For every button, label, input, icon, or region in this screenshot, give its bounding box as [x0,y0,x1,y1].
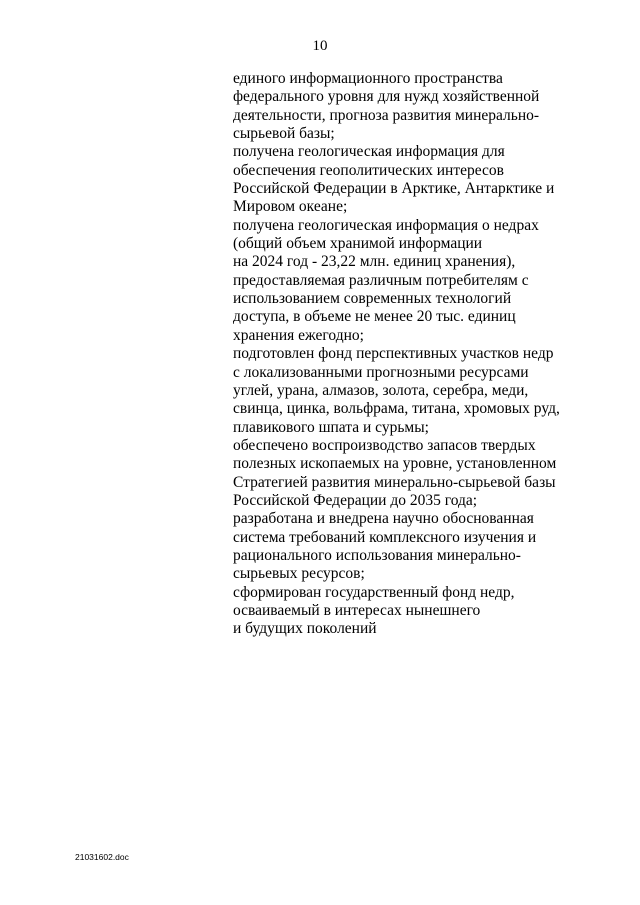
text-line: с локализованными прогнозными ресурсами [233,363,529,381]
footer-filename: 21031602.doc [75,852,129,862]
text-line: система требований комплексного изучения и [233,528,537,546]
text-line: осваиваемый в интересах нынешнего [233,601,481,619]
text-line: (общий объем хранимой информации [233,235,483,253]
text-line: сырьевых ресурсов; [233,565,365,583]
text-line: хранения ежегодно; [233,326,364,344]
text-line: получена геологическая информация о недрах [233,216,539,234]
text-line: обеспечено воспроизводство запасов твердых [233,436,536,454]
text-line: сырьевой базы; [233,125,335,143]
text-line: углей, урана, алмазов, золота, серебра, меди, [233,381,529,399]
text-line: и будущих поколений [233,620,377,638]
text-line: плавикового шпата и сурьмы; [233,418,429,436]
text-line: получена геологическая информация для [233,143,505,161]
text-line: на 2024 год - 23,22 млн. единиц хранения), [233,253,516,271]
body-text [233,70,573,639]
page-number: 10 [312,38,328,54]
text-line: использованием современных технологий [233,290,512,308]
text-line: Стратегией развития минерально-сырьевой базы [233,473,556,491]
text-line: единого информационного пространства [233,70,503,87]
text-line: обеспечения геополитических интересов [233,161,504,179]
text-line: разработана и внедрена научно обоснованная [233,510,534,528]
text-line: свинца, цинка, вольфрама, титана, хромовых руд, [233,400,560,418]
text-line: сформирован государственный фонд недр, [233,583,515,601]
text-line: полезных ископаемых на уровне, установленном [233,455,557,473]
text-line: доступа, в объеме не менее 20 тыс. единиц [233,308,516,326]
text-line: Российской Федерации в Арктике, Антарктике и [233,180,555,198]
text-line: Мировом океане; [233,198,348,216]
text-line: рационального использования минерально- [233,546,521,564]
text-line: Российской Федерации до 2035 года; [233,491,478,509]
text-line: предоставляемая различным потребителям с [233,271,529,289]
text-line: федерального уровня для нужд хозяйственной [233,88,540,106]
text-line: деятельности, прогноза развития минерально- [233,106,540,124]
text-line: подготовлен фонд перспективных участков недр [233,345,554,363]
